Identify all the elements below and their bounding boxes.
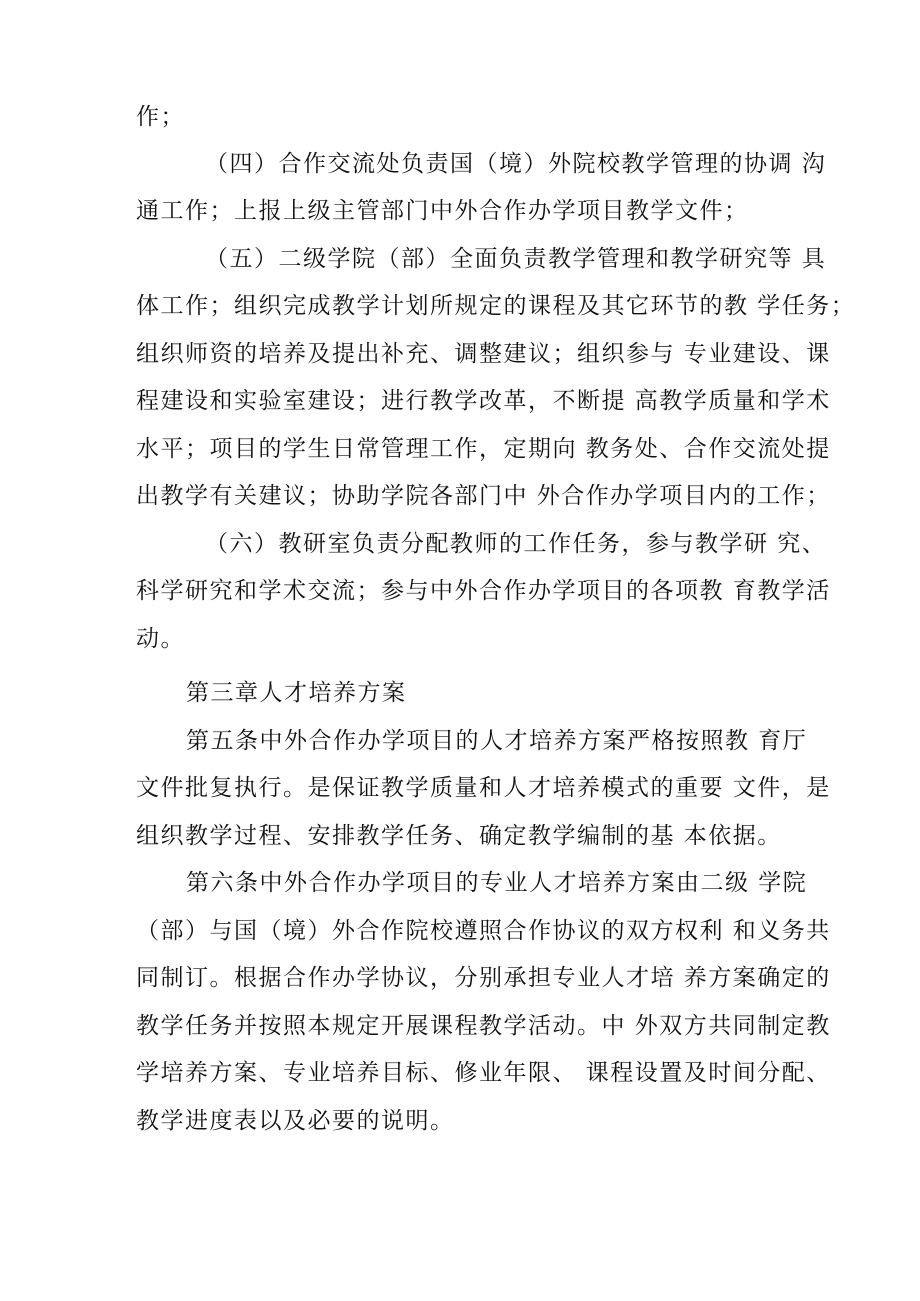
text-line: 作； (136, 104, 185, 130)
text-line: 通工作；上报上级主管部门中外合作办学项目教学文件； (136, 198, 749, 224)
text-line: 同制订。根据合作办学协议，分别承担专业人才培 养方案确定的 (136, 965, 831, 991)
text-line: 组织教学过程、安排教学任务、确定教学编制的基 本依据。 (136, 823, 782, 849)
text-line: 动。 (136, 626, 185, 652)
text-line: （部）与国（境）外合作院校遵照合作协议的双方权利 和义务共 (136, 918, 831, 944)
text-line: （六）教研室负责分配教师的工作任务，参与教学研 究、 (205, 531, 827, 557)
text-line: 第五条中外合作办学项目的人才培养方案严格按照教 育厅 (186, 728, 808, 754)
text-line: 组织师资的培养及提出补充、调整建议；组织参与 专业建设、课 (136, 341, 831, 367)
text-line: 程建设和实验室建设；进行教学改革，不断提 高教学质量和学术 (136, 388, 831, 414)
text-line: 第六条中外合作办学项目的专业人才培养方案由二级 学院 (186, 870, 808, 896)
chapter-heading: 第三章人才培养方案 (186, 680, 407, 706)
text-line: 文件批复执行。是保证教学质量和人才培养模式的重要 文件，是 (136, 775, 831, 801)
text-line: （五）二级学院（部）全面负责教学管理和教学研究等 具 (205, 246, 827, 272)
text-line: 教学任务并按照本规定开展课程教学活动。中 外双方共同制定教 (136, 1013, 831, 1039)
text-line: 体工作；组织完成教学计划所规定的课程及其它环节的教 学任务； (136, 293, 856, 319)
text-line: （四）合作交流处负责国（境）外院校教学管理的协调 沟 (205, 151, 827, 177)
text-line: 学培养方案、专业培养目标、修业年限、 课程设置及时间分配、 (136, 1060, 831, 1086)
text-line: 教学进度表以及必要的说明。 (136, 1108, 455, 1134)
text-line: 水平；项目的学生日常管理工作，定期向 教务处、合作交流处提 (136, 436, 831, 462)
text-line: 出教学有关建议；协助学院各部门中 外合作办学项目内的工作； (136, 483, 831, 509)
text-line: 科学研究和学术交流；参与中外合作办学项目的各项教 育教学活 (136, 578, 831, 604)
